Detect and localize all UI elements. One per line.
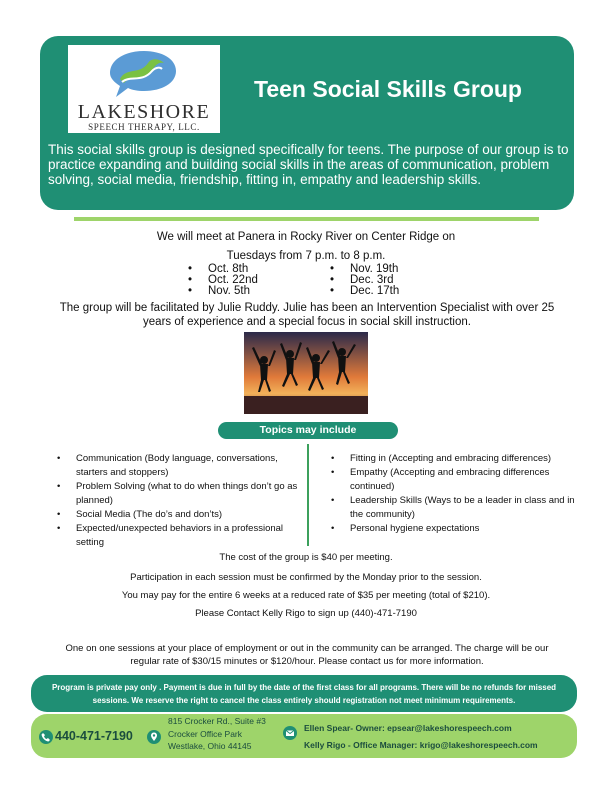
dates-list-right (330, 264, 399, 297)
date-item: • Nov. 5th (188, 286, 258, 297)
office-manager-contact: Kelly Rigo - Office Manager: krigo@lakeshorespeech.com (304, 740, 538, 750)
topic-item: • Expected/unexpected behaviors in a professional setting (54, 522, 298, 550)
topic-item: • Problem Solving (what to do when things don’t go as planned) (54, 480, 298, 508)
cost-text: The cost of the group is $40 per meeting. (219, 552, 393, 563)
address-line: 815 Crocker Rd., Suite #3 (168, 716, 266, 726)
topic-item: • Empathy (Accepting and embracing differences continued) (328, 466, 578, 494)
date-item: • Dec. 3rd (330, 275, 399, 286)
topics-list-left (54, 452, 298, 550)
dates-list-left (188, 264, 258, 297)
date-item: • Nov. 19th (330, 264, 399, 275)
topics-list-right (328, 452, 578, 536)
teens-jumping-photo (244, 332, 368, 414)
topic-item: • Personal hygiene expectations (328, 522, 578, 536)
topic-item: • Leadership Skills (Ways to be a leader in class and in the community) (328, 494, 578, 522)
page-title: Teen Social Skills Group (254, 76, 522, 102)
address-block (168, 715, 266, 753)
topic-item: • Social Media (The do’s and don’ts) (54, 508, 298, 522)
date-item: • Dec. 17th (330, 286, 399, 297)
speech-bubble-logo-icon (102, 49, 182, 101)
logo-name: LAKESHORE (77, 101, 211, 123)
signup-contact-text: Please Contact Kelly Rigo to sign up (440)-471-7190 (195, 608, 417, 619)
phone-icon (39, 730, 53, 744)
one-on-one-paragraph: One on one sessions at your place of employment or out in the community can be arranged. The charge will be our regular rate of $30/15 minutes or $120/hour. Please contact us for more information. (65, 643, 549, 667)
phone-number: 440-471-7190 (55, 729, 133, 743)
date-item: • Oct. 22nd (188, 275, 258, 286)
contact-footer (31, 714, 577, 758)
address-line: Westlake, Ohio 44145 (168, 741, 252, 751)
header-banner (40, 36, 574, 210)
reduced-rate-text: You may pay for the entire 6 weeks at a reduced rate of $35 per meeting (total of $210). (121, 590, 491, 601)
meeting-location: We will meet at Panera in Rocky River on Center Ridge on (156, 231, 456, 243)
intro-paragraph: This social skills group is designed specifically for teens. The purpose of our group is to practice expanding and building social skills in the areas of communication, problem solving, social media, friendship, fitting in, empathy and leadership skills. (48, 142, 569, 187)
meeting-time: Tuesdays from 7 p.m. to 8 p.m. (226, 250, 386, 262)
lakeshore-logo (68, 45, 220, 133)
facilitator-paragraph: The group will be facilitated by Julie Ruddy. Julie has been an Intervention Specialist with over 25 years of experience and a special focus in social skill instruction. (59, 302, 555, 328)
address-line: Crocker Office Park (168, 728, 243, 739)
payment-notice-bar (31, 675, 577, 712)
location-pin-icon (147, 730, 161, 744)
topics-heading: Topics may include (218, 422, 398, 439)
date-item: • Oct. 8th (188, 264, 258, 275)
divider-line (74, 217, 539, 221)
mail-icon (283, 726, 297, 740)
logo-subtitle: SPEECH THERAPY, LLC. (88, 122, 200, 132)
topic-item: • Fitting in (Accepting and embracing differences) (328, 452, 578, 466)
staff-contacts (304, 720, 538, 754)
confirmation-text: Participation in each session must be confirmed by the Monday prior to the session. (130, 572, 482, 583)
topics-divider (307, 444, 309, 546)
owner-contact: Ellen Spear- Owner: epsear@lakeshorespeech.com (304, 723, 512, 733)
payment-notice-text: Program is private pay only . Payment is due in full by the date of the first class for all programs. There will be no refunds for missed sessions. We reserve the right to cancel the class entirely should registration not meet minimum requirements. (51, 683, 557, 705)
topic-item: • Communication (Body language, conversations, starters and stoppers) (54, 452, 298, 480)
